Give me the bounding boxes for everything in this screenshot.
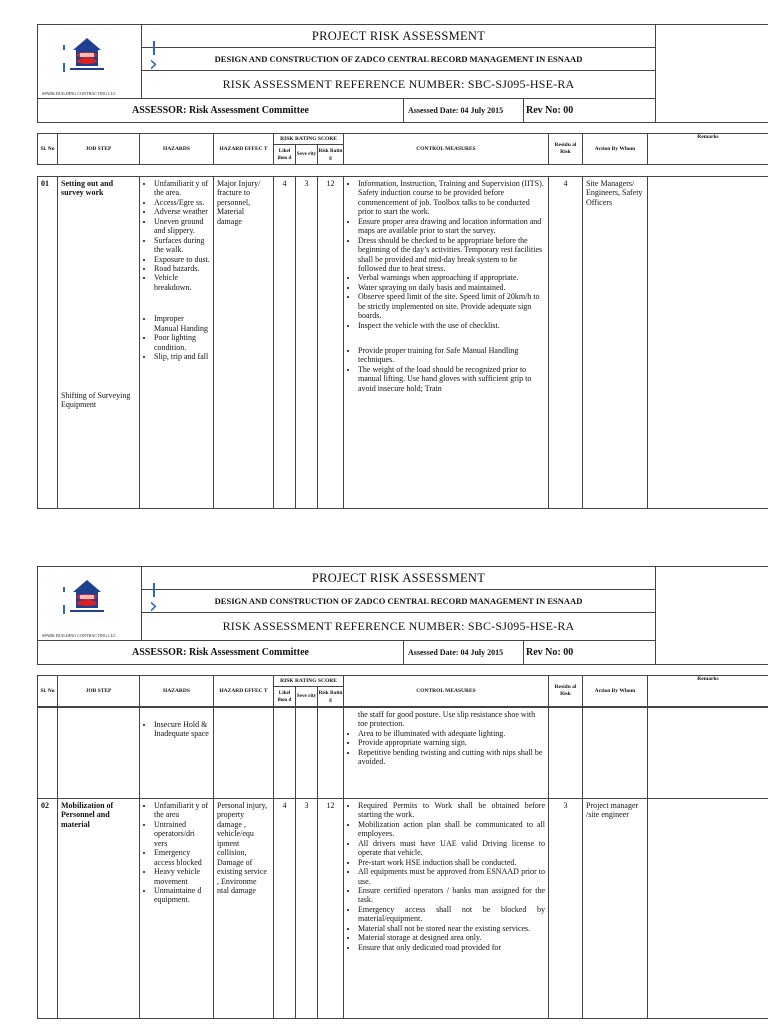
risk-table-2 [37,707,768,1019]
col-severity: Seve rity [296,145,318,165]
header-block [37,24,768,123]
control-item: • Repetitive bending twisting and cutting with nips shall be avoided. [358,748,545,767]
hazard-item: • Insecure Hold & Inadequate space [154,720,210,739]
column-headers-2 [37,675,768,707]
job-step-title: Setting out and survey work [61,179,114,198]
header-blank [656,25,768,123]
risk-row-02 [38,799,768,1019]
control-item: • Provide proper training for Safe Manual Handling techniques. [358,346,545,365]
cont-hazards [140,708,214,799]
col-job-step: JOB STEP [58,676,140,707]
control-item: • Ensure certified operators / banks man assigned for the task. [358,886,545,905]
col-residual: Residu al Risk [549,134,583,165]
control-item: • Material shall not be stored near the existing services. [358,924,545,933]
hazard-item: • Unmaintaine d equipment. [154,886,210,905]
cont-controls [344,708,549,799]
hazard-item: • Unfamiliarit y of the area [154,801,210,820]
row-residual: 4 [549,177,583,509]
col-control: CONTROL MEASURES [344,676,549,707]
header-block-2 [37,566,768,665]
company-caption: SPARK BUILDING CONTRACTING LLC [42,633,117,638]
row-severity: 3 [296,799,318,1019]
row-effect: Personal injury, property damage , vehicle/equ ipment collision, Damage of existing service , Environme ntal damage [214,799,274,1019]
col-residual: Residu al Risk [549,676,583,707]
control-item: • Observe speed limit of the site. Speed limit of 20km/h to be strictly implemented on site. Provide adequate sign boards. [358,292,545,320]
hazards-list [143,801,210,905]
hazard-item: • Road hazards. [154,264,210,273]
row-action: Project manager /site engineer [583,799,648,1019]
hazards-list-b [143,314,210,361]
row-controls [344,799,549,1019]
col-hazards: HAZARDS [140,134,214,165]
row-hazards [140,177,214,509]
assessor: ASSESSOR: Risk Assessment Committee [38,641,404,665]
hazard-item: • Untrained operators/dri vers [154,820,210,848]
control-item: • Emergency access shall not be blocked by material/equipment. [358,905,545,924]
hazard-item: • Poor lighting condition. [154,333,210,352]
col-severity: Seve rity [296,687,318,707]
control-item: • Pre-start work HSE induction shall be conducted. [358,858,545,867]
controls-list-b [347,346,545,393]
reference-number: RISK ASSESSMENT REFERENCE NUMBER: SBC-SJ095-HSE-RA [142,613,656,641]
control-item: • Required Permits to Work shall be obtained before starting the work. [358,801,545,820]
control-item: • Ensure that only dedicated road provided for [358,943,545,952]
assessed-date: Assessed Date: 04 July 2015 [404,641,524,665]
company-logo [66,36,108,74]
row-remarks [648,177,768,509]
project-subtitle: DESIGN AND CONSTRUCTION OF ZADCO CENTRAL RECORD MANAGEMENT IN ESNAAD [142,48,656,71]
row-effect: Major Injury/ fracture to personnel, Material damage [214,177,274,509]
document-title: PROJECT RISK ASSESSMENT [142,25,656,48]
col-hazard-effect: HAZARD EFFEC T [214,134,274,165]
rev-number: Rev No: 00 [524,99,656,123]
control-item: • Material storage at designed area only. [358,933,545,942]
col-hazards: HAZARDS [140,676,214,707]
col-sl: Sl. No [38,134,58,165]
cont-controls-list [347,729,545,767]
hazard-item: • Surfaces during the walk. [154,236,210,255]
control-item: • Ensure proper area drawing and location information and maps are available prior to start the survey. [358,217,545,236]
row-action: Site Managers/ Engineers, Safety Officers [583,177,648,509]
company-logo-cell-2 [38,567,158,641]
control-item: • All equipments must be approved from ESNAAD prior to use. [358,867,545,886]
col-job-step: JOB STEP [58,134,140,165]
assessor: ASSESSOR: Risk Assessment Committee [38,99,404,123]
cont-controls-lead: the staff for good posture. Use slip resistance shoe with toe protection. [358,710,536,729]
control-item: • All drivers must have UAE valid Driving license to operate that vehicle. [358,839,545,858]
control-item: • Verbal warnings when approaching if appropriate. [358,273,545,282]
row-residual: 3 [549,799,583,1019]
row-hazards [140,799,214,1019]
reference-number: RISK ASSESSMENT REFERENCE NUMBER: SBC-SJ095-HSE-RA [142,71,656,99]
row-remarks [648,799,768,1019]
company-logo [66,578,108,616]
job-step-sub: Shifting of Surveying Equipment [61,390,131,410]
hazard-item: • Emergency access blocked [154,848,210,867]
continuation-row [38,708,768,799]
row-likelihood: 4 [274,799,296,1019]
col-action: Action By Whom [583,134,648,165]
col-hazard-effect: HAZARD EFFEC T [214,676,274,707]
column-headers [37,133,768,165]
control-item: • Provide appropriate warning sign. [358,738,545,747]
hazard-item: • Improper Manual Handing [154,314,210,333]
row-sl: 01 [38,177,58,509]
col-risk-rating: RISK RATING SCORE [274,676,344,687]
page-1 [37,24,768,509]
project-subtitle: DESIGN AND CONSTRUCTION OF ZADCO CENTRAL RECORD MANAGEMENT IN ESNAAD [142,590,656,613]
col-remarks: Remarks [648,676,768,707]
hazard-item: • Vehicle breakdown. [154,273,210,292]
row-rating: 12 [318,799,344,1019]
hazard-item: • Exposure to dust. [154,255,210,264]
col-likelihood: Likel ihoo d [274,687,296,707]
row-severity: 3 [296,177,318,509]
rev-number: Rev No: 00 [524,641,656,665]
col-risk-rating-sub: Risk Ratin g [318,687,344,707]
row-sl: 02 [38,799,58,1019]
row-controls [344,177,549,509]
hazard-item: • Heavy vehicle movement [154,867,210,886]
control-item: • Water spraying on daily basis and maintained. [358,283,545,292]
controls-list [347,179,545,330]
col-sl: Sl. No [38,676,58,707]
row-job-step: Mobilization of Personnel and material [58,799,140,1019]
row-job-step [58,177,140,509]
control-item: • Dress should be checked to be appropriate before the beginning of the day’s activities. Temporary rest facilities shall be provided and mid-day break system to be followed due to heat stress. [358,236,545,274]
col-risk-rating-sub: Risk Ratin g [318,145,344,165]
company-caption: SPARK BUILDING CONTRACTING LLC [42,91,117,96]
hazard-item: • Adverse weather [154,207,210,216]
col-risk-rating: RISK RATING SCORE [274,134,344,145]
col-control: CONTROL MEASURES [344,134,549,165]
hazard-item: • Unfamiliarit y of the area. [154,179,210,198]
control-item: • Area to be illuminated with adequate lighting. [358,729,545,738]
document-title: PROJECT RISK ASSESSMENT [142,567,656,590]
blue-mark: › [149,52,158,77]
col-action: Action By Whom [583,676,648,707]
header-blank [656,567,768,665]
control-item: • Mobilization action plan shall be communicated to all employees. [358,820,545,839]
assessed-date: Assessed Date: 04 July 2015 [404,99,524,123]
row-likelihood: 4 [274,177,296,509]
hazard-item: • Slip, trip and fall [154,352,210,361]
blue-mark: › [149,594,158,619]
hazard-item: • Access/Egre ss. [154,198,210,207]
col-remarks: Remarks [648,134,768,165]
hazards-list [143,179,210,292]
control-item: • Inspect the vehicle with the use of checklist. [358,321,545,330]
hazard-item: • Uneven ground and slippery. [154,217,210,236]
control-item: • Information, Instruction, Training and Supervision (IITS). Safety induction course to be provided before commencement of job. Toolbox talks to be conducted prior to start the work. [358,179,545,217]
col-likelihood: Likel ihoo d [274,145,296,165]
page-2 [37,566,768,1019]
controls-list [347,801,545,952]
risk-row-01 [37,176,768,509]
control-item: • The weight of the load should be recognized prior to manual lifting. Use hand gloves with sufficient grip to avoid insecure hold; Train [358,365,545,393]
row-rating: 12 [318,177,344,509]
cont-hazards-list [143,720,210,739]
company-logo-cell [38,25,158,99]
